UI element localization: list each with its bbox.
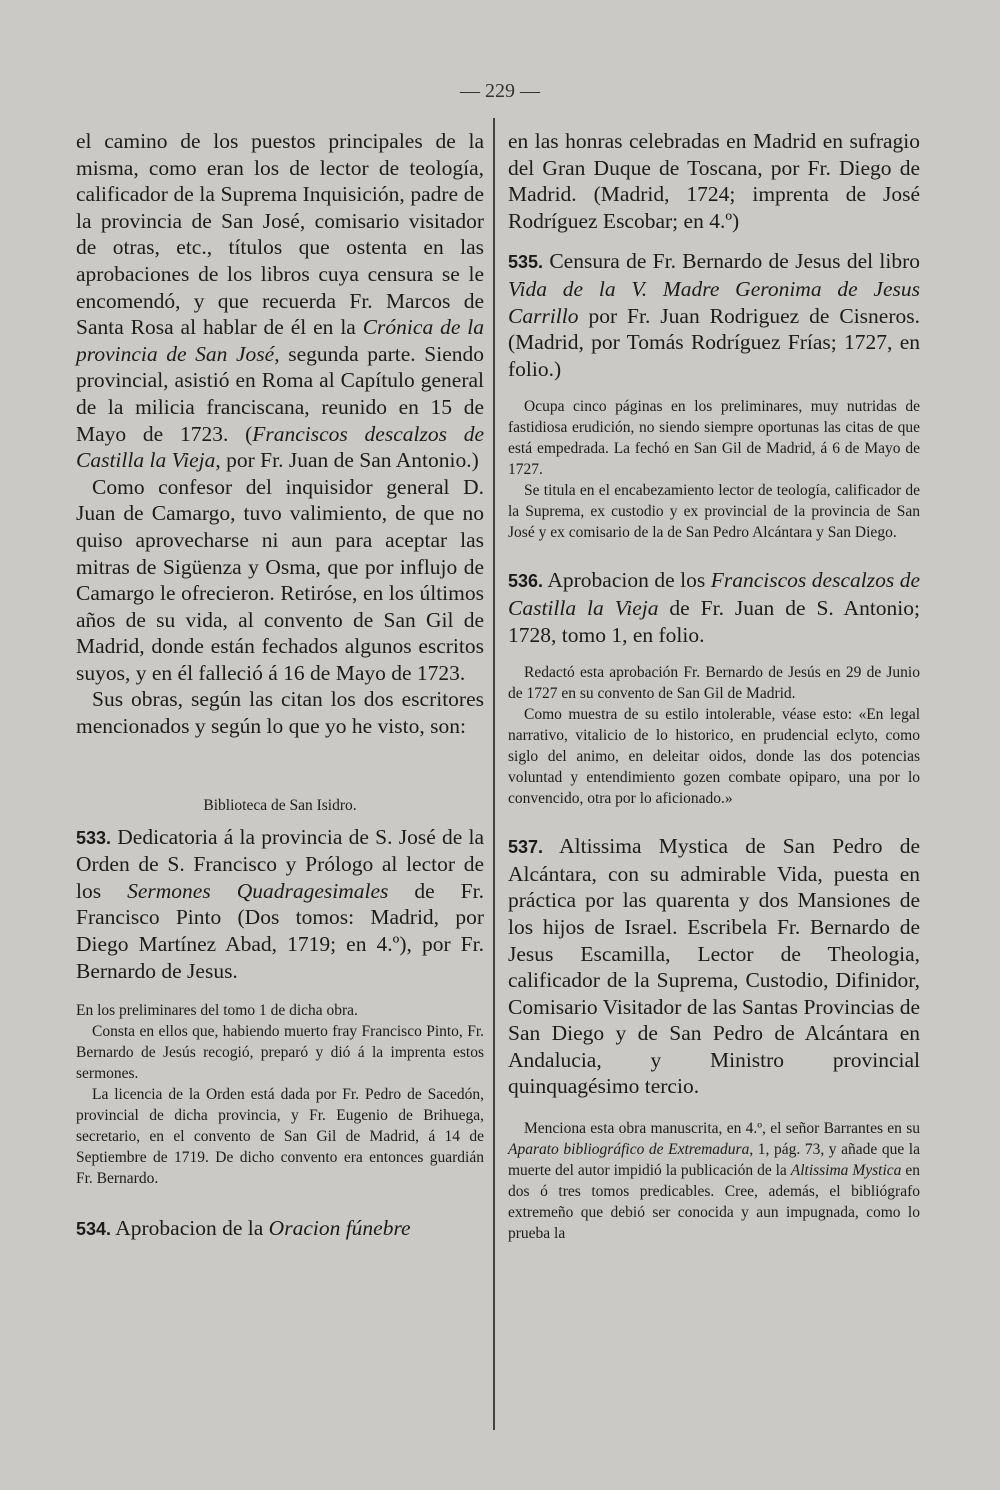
entry-536: 536. Aprobacion de los Franciscos descalzos de Castilla la Vieja de Fr. Juan de S. Antonio; 1728, tomo 1, en folio. xyxy=(508,568,920,647)
note: Consta en ellos que, habiendo muerto fray Francisco Pinto, Fr. Bernardo de Jesús recogió, preparó y dió á la imprenta estos sermones. xyxy=(76,1023,484,1083)
entry-number: 537. xyxy=(508,837,544,858)
left-column xyxy=(76,125,484,1243)
right-column xyxy=(508,125,920,1244)
entry-535: 535. Censura de Fr. Bernardo de Jesus del libro Vida de la V. Madre Geronima de Jesus Carrillo por Fr. Juan Rodriguez de Cisneros. (Madrid, por Tomás Rodríguez Frías; 1727, en folio.) xyxy=(508,249,920,381)
note: Ocupa cinco páginas en los preliminares, muy nutridas de fastidiosa erudición, no siendo siempre oportunas las citas de que está empedrada. La fechó en San Gil de Madrid, á 6 de Mayo de 1727. xyxy=(508,398,920,479)
paragraph: el camino de los puestos principales de la misma, como eran los de lector de teología, calificador de la Suprema Inquisición, padre de la provincia de San José, comisario visitador de otras, etc., títulos que ostenta en las aprobaciones de los libros cuya censura se le encomendó, y que recuerda Fr. Marcos de Santa Rosa al hablar de él en la Crónica de la provincia de San José, segunda parte. Siendo provincial, asistió en Roma al Capítulo general de la milicia franciscana, reunido en 15 de Mayo de 1723. (Franciscos descalzos de Castilla la Vieja, por Fr. Juan de San Antonio.) xyxy=(76,129,484,473)
entry-534-continued: en las honras celebradas en Madrid en sufragio del Gran Duque de Toscana, por Fr. Diego de Madrid. (Madrid, 1724; imprenta de José Rodríguez Escobar; en 4.º) xyxy=(508,129,920,233)
entry-533: 533. Dedicatoria á la provincia de S. José de la Orden de S. Francisco y Prólogo al lector de los Sermones Quadragesimales de Fr. Francisco Pinto (Dos tomos: Madrid, por Diego Martínez Abad, 1719; en 4.º), por Fr. Bernardo de Jesus. xyxy=(76,824,484,983)
entry-number: 536. xyxy=(508,571,544,592)
entry-number: 535. xyxy=(508,252,544,273)
entry-535-notes xyxy=(508,396,920,543)
column-divider xyxy=(493,118,495,1430)
entry-534: 534. Aprobacion de la Oracion fúnebre xyxy=(76,1216,411,1241)
entry-number: 534. xyxy=(76,1219,112,1240)
note: La licencia de la Orden está dada por Fr. Pedro de Sacedón, provincial de dicha provincia, y Fr. Eugenio de Brihuega, secretario, en el convento de San Gil de Madrid, á 14 de Septiembre de 1719. De dicho convento era entonces guardián Fr. Bernardo. xyxy=(76,1086,484,1188)
entry-536-notes xyxy=(508,662,920,809)
page-number: — 229 — xyxy=(460,80,540,102)
entry-533-notes xyxy=(76,1000,484,1189)
note: Menciona esta obra manuscrita, en 4.º, el señor Barrantes en su Aparato bibliográfico de Extremadura, 1, pág. 73, y añade que la muerte del autor impidió la publicación de la Altissima Mystica en dos ó tres tomos predicables. Cree, además, el bibliógrafo extremeño que debió ser conocida y aun impugnada, como lo prueba la xyxy=(508,1120,920,1243)
paragraph: Sus obras, según las citan los dos escritores mencionados y según lo que yo he visto, son: xyxy=(76,687,484,739)
note: Redactó esta aprobación Fr. Bernardo de Jesús en 29 de Junio de 1727 en su convento de San Gil de Madrid. xyxy=(508,664,920,703)
entry-number: 533. xyxy=(76,827,112,848)
note: Como muestra de su estilo intolerable, véase esto: «En legal narrativo, vitalicio de lo historico, en prudencial eclyto, como siglo del animo, en deleitar oidos, donde las dos potencias voluntad y entendimiento gozen combate opiparo, una por lo convencido, otra por lo aficionado.» xyxy=(508,706,920,808)
library-caption: Biblioteca de San Isidro. xyxy=(203,796,357,814)
note: Se titula en el encabezamiento lector de teología, calificador de la Suprema, ex custodio y ex provincial de la provincia de San José y ex comisario de la de San Pedro Alcántara y San Diego. xyxy=(508,482,920,542)
note: En los preliminares del tomo 1 de dicha obra. xyxy=(76,1002,358,1020)
entry-537: 537. Altissima Mystica de San Pedro de Alcántara, con su admirable Vida, puesta en práctica por las quarenta y dos Mansiones de los hijos de Israel. Escribela Fr. Bernardo de Jesus Escamilla, Lector de Theologia, calificador de la Suprema, Custodio, Difinidor, Comisario Visitador de las Santas Provincias de San Diego y de San Pedro de Alcántara en Andalucia, y Ministro provincial quinquagésimo tercio. xyxy=(508,834,920,1099)
paragraph: Como confesor del inquisidor general D. Juan de Camargo, tuvo valimiento, de que no quiso aprovecharse ni aun para aceptar las mitras de Sigüenza y Osma, que por influjo de Camargo le ofrecieron. Retiróse, en los últimos años de su vida, al convento de San Gil de Madrid, donde están fechados algunos escritos suyos, y en él falleció á 16 de Mayo de 1723. xyxy=(76,474,484,685)
